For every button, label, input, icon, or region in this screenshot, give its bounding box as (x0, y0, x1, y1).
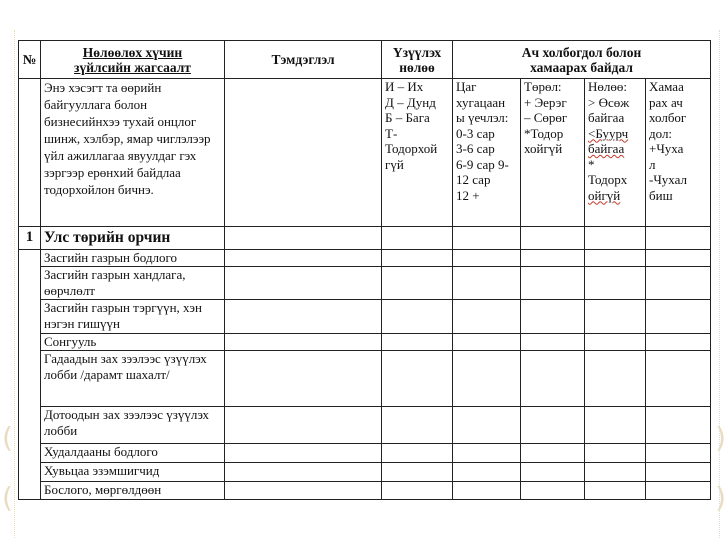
factor-name: Худалдааны бодлого (41, 444, 225, 463)
legend-type-item: хойгүй (524, 141, 563, 156)
header-relevance (453, 41, 711, 79)
legend-relevance-item: л (649, 156, 656, 172)
legend-time (453, 79, 521, 227)
legend-time-item: Цаг (456, 79, 477, 94)
header-row (19, 41, 711, 79)
table-cell[interactable] (225, 227, 382, 250)
table-cell[interactable] (453, 463, 521, 482)
section-row (19, 227, 711, 250)
table-cell[interactable] (521, 250, 585, 267)
table-cell[interactable] (453, 300, 521, 334)
legend-relevance-item: биш (649, 187, 673, 203)
legend-level-item: гүй (385, 156, 404, 172)
table-cell[interactable] (585, 250, 646, 267)
legend-number-cell (19, 79, 41, 227)
legend-relevance-item: +Чуха (649, 141, 684, 156)
table-cell[interactable] (521, 300, 585, 334)
table-cell[interactable] (646, 444, 711, 463)
section-number-span (19, 250, 41, 500)
header-relevance-line2: хамаарах байдал (530, 59, 633, 75)
table-cell[interactable] (225, 444, 382, 463)
header-level (382, 41, 453, 79)
table-cell[interactable] (521, 267, 585, 300)
header-factor-list (41, 41, 225, 79)
table-cell[interactable] (646, 267, 711, 300)
factor-name: Дотоодын зах зээлээс үзүүлэх лобби (41, 407, 225, 444)
table-cell[interactable] (646, 351, 711, 407)
table-cell[interactable] (521, 334, 585, 351)
table-cell[interactable] (585, 334, 646, 351)
table-cell[interactable] (646, 482, 711, 500)
table-row (19, 267, 711, 300)
table-row (19, 463, 711, 482)
legend-impact-item: Нөлөө: (588, 79, 627, 94)
table-cell[interactable] (382, 463, 453, 482)
header-number: № (19, 41, 41, 79)
table-cell[interactable] (585, 444, 646, 463)
legend-type (521, 79, 585, 227)
table-cell[interactable] (646, 227, 711, 250)
right-ornament-icon: ) (715, 421, 726, 454)
legend-notation-cell (225, 79, 382, 227)
right-ornament-icon: ) (715, 481, 726, 514)
legend-level-item: Т- (385, 125, 398, 141)
legend-impact (585, 79, 646, 227)
legend-type-item: Төрөл: (524, 79, 562, 94)
table-cell[interactable] (225, 351, 382, 407)
table-cell[interactable] (382, 334, 453, 351)
left-border-ornament (14, 30, 15, 538)
legend-impact-item: > Өсөж (588, 94, 630, 110)
legend-impact-item: <Буурч (588, 125, 629, 141)
table-cell[interactable] (382, 407, 453, 444)
table-cell[interactable] (521, 482, 585, 500)
legend-level-item: И – Их (385, 79, 424, 94)
legend-type-item: + Эерэг (524, 94, 567, 110)
table-cell[interactable] (225, 250, 382, 267)
table-cell[interactable] (585, 351, 646, 407)
legend-type-item: *Тодор (524, 125, 564, 141)
table-cell[interactable] (453, 227, 521, 250)
factor-name: Засгийн газрын бодлого (41, 250, 225, 267)
table-cell[interactable] (382, 300, 453, 334)
left-ornament-icon: ( (2, 481, 13, 514)
table-row (19, 482, 711, 500)
factor-name: Засгийн газрын тэргүүн, хэн нэгэн гишүүн (41, 300, 225, 334)
header-level-line2: нөлөө (399, 59, 435, 75)
table-row (19, 334, 711, 351)
table-cell[interactable] (225, 334, 382, 351)
table-cell[interactable] (382, 267, 453, 300)
table-cell[interactable] (521, 444, 585, 463)
legend-time-item: 3-6 сар (456, 141, 495, 156)
table-cell[interactable] (646, 334, 711, 351)
table-cell[interactable] (225, 482, 382, 500)
table-cell[interactable] (382, 250, 453, 267)
legend-relevance (646, 79, 711, 227)
legend-level-item: Б – Бага (385, 110, 430, 125)
table-row (19, 407, 711, 444)
factor-name: Хувьцаа эзэмшигчид (41, 463, 225, 482)
table-cell[interactable] (521, 463, 585, 482)
legend-level-item: Тодорхой (385, 141, 438, 156)
table-cell[interactable] (382, 444, 453, 463)
left-ornament-icon: ( (2, 421, 13, 454)
table-cell[interactable] (453, 444, 521, 463)
legend-relevance-item: -Чухал (649, 172, 687, 187)
table-cell[interactable] (521, 351, 585, 407)
table-cell[interactable] (585, 300, 646, 334)
right-border-ornament (719, 30, 720, 538)
legend-impact-item: Тодорх (588, 172, 628, 187)
header-notation: Тэмдэглэл (225, 41, 382, 79)
legend-relevance-item: холбог (649, 110, 687, 125)
table-cell[interactable] (453, 267, 521, 300)
table-cell[interactable] (585, 463, 646, 482)
factor-name: Сонгууль (41, 334, 225, 351)
table-cell[interactable] (646, 300, 711, 334)
table-cell[interactable] (453, 250, 521, 267)
table-cell[interactable] (521, 227, 585, 250)
table-row (19, 351, 711, 407)
legend-time-item: хугацаан (456, 94, 506, 110)
legend-impact-item: байгаа (588, 141, 625, 156)
legend-level-item: Д – Дунд (385, 94, 436, 110)
table-cell[interactable] (382, 227, 453, 250)
table-cell[interactable] (453, 407, 521, 444)
section-number: 1 (19, 227, 41, 250)
legend-time-item: 12 сар (456, 172, 491, 187)
legend-description: Энэ хэсэгт та өөрийн байгууллага болон бизнесийнхээ тухай онцлог шинж, хэлбэр, ямар чиглэлээр үйл ажиллагаа явуулдаг гэх зэргээр ерөнхий байдлаа тодорхойлон бичнэ. (41, 79, 225, 227)
table-cell[interactable] (225, 267, 382, 300)
header-factor-line1: Нөлөөлөх хүчин (82, 44, 183, 60)
legend-impact-item: ойгүй (588, 187, 621, 203)
legend-type-item: – Сөрөг (524, 110, 568, 125)
table-cell[interactable] (382, 482, 453, 500)
factor-name: Гадаадын зах зээлээс үзүүлэх лобби /дарамт шахалт/ (41, 351, 225, 407)
section-title: Улс төрийн орчин (41, 227, 225, 250)
table-cell[interactable] (646, 407, 711, 444)
table-cell[interactable] (585, 227, 646, 250)
table-cell[interactable] (646, 463, 711, 482)
legend-time-item: 12 + (456, 187, 480, 203)
header-factor-line2: зүйлсийн жагсаалт (74, 59, 191, 75)
header-level-line1: Үзүүлэх (392, 44, 442, 60)
table-row (19, 444, 711, 463)
table-cell[interactable] (453, 482, 521, 500)
table-cell[interactable] (225, 300, 382, 334)
legend-row (19, 79, 711, 227)
legend-time-item: ы үечлэл: (456, 110, 509, 125)
table-cell[interactable] (585, 267, 646, 300)
legend-time-item: 0-3 сар (456, 125, 495, 141)
legend-relevance-item: рах ач (649, 94, 683, 110)
legend-time-item: 6-9 сар 9- (456, 156, 509, 172)
legend-relevance-item: Хамаа (649, 79, 684, 94)
table-cell[interactable] (225, 407, 382, 444)
legend-relevance-item: дол: (649, 125, 673, 141)
factor-name: Бослого, мөргөлдөөн (41, 482, 225, 500)
header-relevance-line1: Ач холбогдол болон (521, 44, 642, 60)
table-cell[interactable] (382, 351, 453, 407)
table-cell[interactable] (225, 463, 382, 482)
table-row (19, 300, 711, 334)
table-cell[interactable] (585, 407, 646, 444)
factor-name: Засгийн газрын хандлага, өөрчлөлт (41, 267, 225, 300)
table-cell[interactable] (453, 351, 521, 407)
table-cell[interactable] (585, 482, 646, 500)
factor-analysis-table (18, 40, 711, 500)
table-row (19, 250, 711, 267)
table-cell[interactable] (646, 250, 711, 267)
legend-impact-item: байгаа (588, 110, 625, 125)
table-cell[interactable] (453, 334, 521, 351)
legend-impact-item: * (588, 156, 595, 172)
table-cell[interactable] (521, 407, 585, 444)
legend-level (382, 79, 453, 227)
